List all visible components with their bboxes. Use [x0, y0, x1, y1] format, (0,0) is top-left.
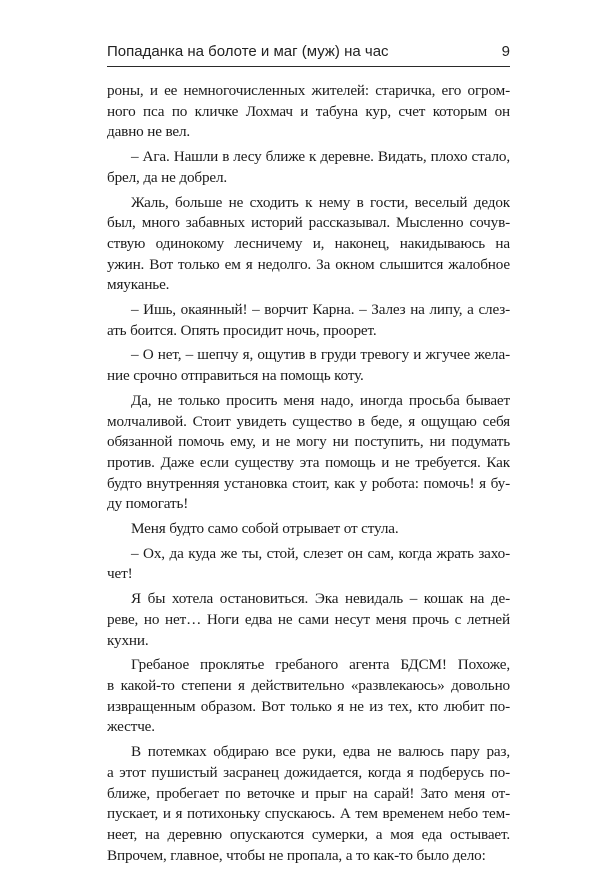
text-line: ного пса по кличке Лохмач и табуна кур, счет которым он [107, 102, 510, 120]
paragraph [107, 147, 510, 188]
paragraph [107, 742, 510, 866]
text-line: кухни. [107, 631, 149, 649]
text-line: давно не вел. [107, 123, 191, 141]
paragraph [107, 345, 510, 386]
text-line: неет, на деревню опускаются сумерки, а моя еда остывает. [107, 825, 510, 843]
text-line: а этот пушистый засранец дожидается, когда я подберусь по- [107, 763, 510, 781]
body-text [107, 81, 510, 870]
paragraph [107, 519, 510, 540]
text-line: реве, но нет… Ноги едва не сами несут меня прочь с летней [107, 610, 510, 628]
text-line: – Ох, да куда же ты, стой, слезет он сам, когда жрать захо- [131, 544, 510, 562]
text-line: Жаль, больше не сходить к нему в гости, веселый дедок [131, 193, 510, 211]
paragraph [107, 391, 510, 515]
text-line: молчаливой. Стоит увидеть существо в беде, я ощущаю себя [107, 412, 510, 430]
text-line: будто внутренняя установка стоит, как у робота: помочь! я бу- [107, 474, 510, 492]
text-line: Я бы хотела остановиться. Эка невидаль – кошак на де- [131, 590, 510, 608]
text-line: Да, не только просить меня надо, иногда просьба бывает [131, 391, 510, 409]
page-number: 9 [501, 43, 510, 60]
text-line: ние срочно отправиться на помощь коту. [107, 367, 364, 385]
text-line: Впрочем, главное, чтобы не пропала, а то как-то было дело: [107, 846, 486, 864]
text-line: против. Даже если существу эта помощь и не требуется. Как [107, 453, 510, 471]
book-title: Попаданка на болоте и маг (муж) на час [107, 43, 389, 60]
text-line: чет! [107, 565, 133, 583]
running-header [107, 40, 510, 67]
text-line: ду помогать! [107, 495, 189, 513]
text-line: ать боится. Опять просидит ночь, проорет. [107, 321, 377, 339]
paragraph [107, 193, 510, 297]
text-line: роны, и ее немногочисленных жителей: старичка, его огром- [107, 82, 510, 99]
text-line: обязанной помочь ему, и не могу ни поступить, ни подумать [107, 433, 510, 451]
text-line: – О нет, – шепчу я, ощутив в груди тревогу и жгучее жела- [131, 346, 510, 364]
text-line: ужин. Вот только ем я недолго. За окном слышится жалобное [107, 255, 510, 273]
paragraph [107, 544, 510, 585]
text-line: в какой-то степени я действительно «развлекаюсь» довольно [107, 676, 510, 694]
paragraph [107, 300, 510, 341]
text-line: пускает, и я потихоньку спускаюсь. А тем временем небо тем- [107, 805, 510, 823]
text-line: В потемках обдираю все руки, едва не валюсь пару раз, [131, 743, 510, 761]
text-line: Меня будто само собой отрывает от стула. [131, 520, 399, 538]
text-line: жестче. [107, 718, 155, 736]
text-line: брел, да не добрел. [107, 168, 228, 186]
text-line: Гребаное проклятье гребаного агента БДСМ! Похоже, [131, 656, 510, 674]
text-line: ближе, пробегает по веточке и прыг на сарай! Зато меня от- [107, 784, 510, 802]
paragraph [107, 81, 510, 143]
text-line: извращенным образом. Вот только я не из тех, кто любит по- [107, 697, 510, 715]
text-line: ствую одинокому лесничему и, наконец, накидываюсь на [107, 234, 510, 252]
text-line: мяуканье. [107, 276, 170, 294]
paragraph [107, 655, 510, 738]
text-line: – Ишь, окаянный! – ворчит Карна. – Залез на липу, а слез- [131, 301, 510, 319]
paragraph [107, 589, 510, 651]
text-line: – Ага. Нашли в лесу ближе к деревне. Видать, плохо стало, [131, 148, 510, 166]
text-line: был, много забавных историй рассказывал. Мысленно сочув- [107, 214, 510, 232]
